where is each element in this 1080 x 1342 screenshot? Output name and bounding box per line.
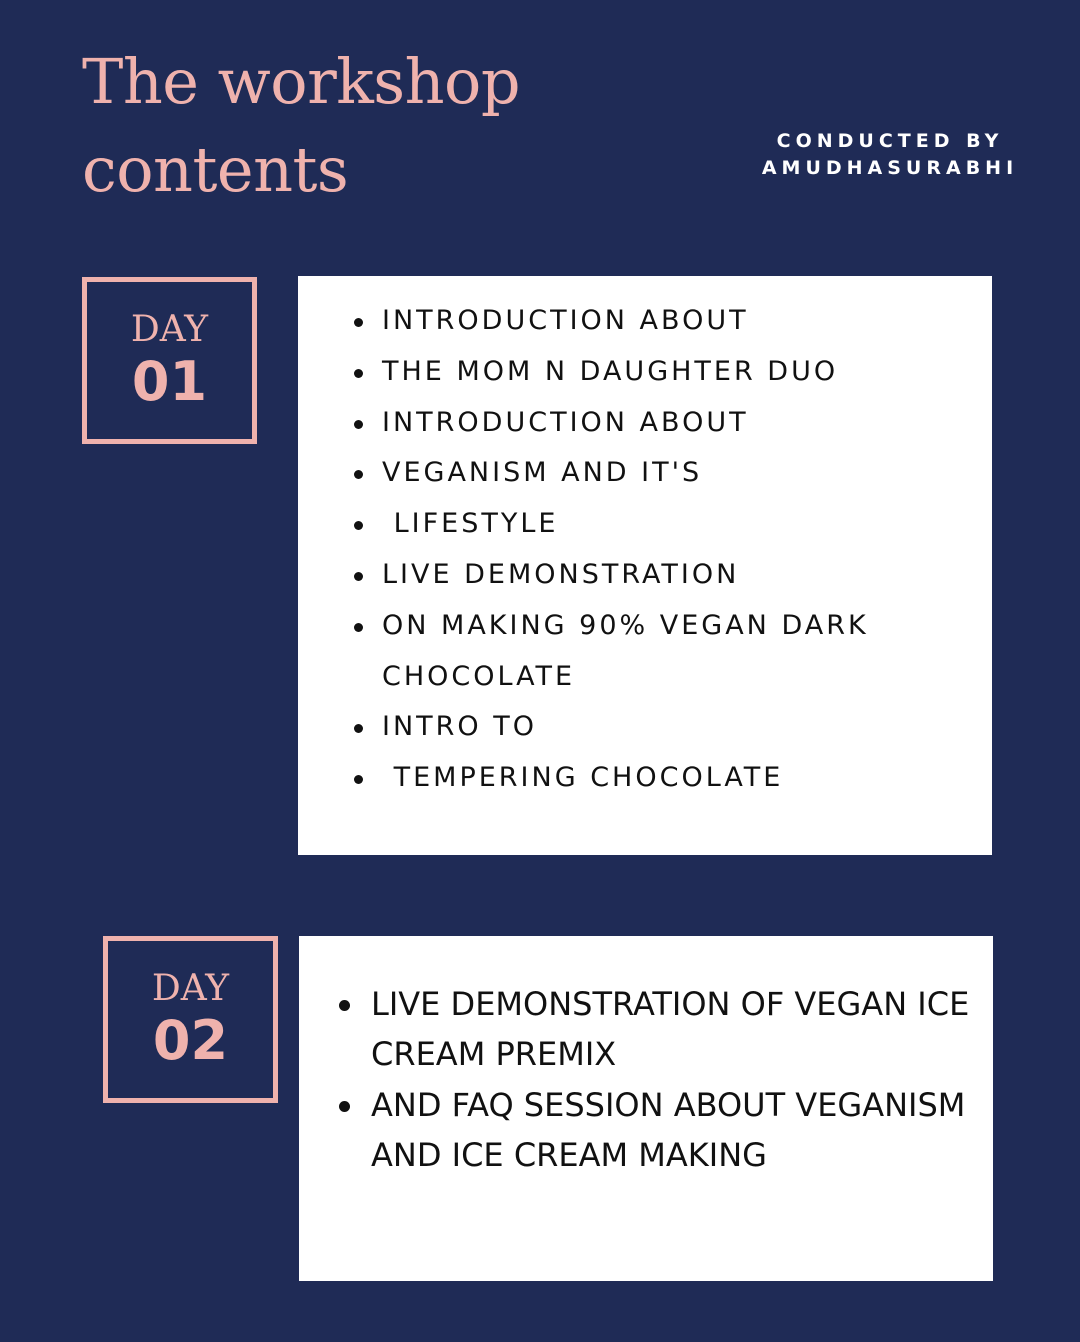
list-item: INTRODUCTION ABOUT [350,398,970,449]
list-item: LIVE DEMONSTRATION OF VEGAN ICE CREAM PREMIX [335,979,975,1080]
list-item: ON MAKING 90% VEGAN DARK CHOCOLATE [350,601,970,703]
byline-line-2: AMUDHASURABHI [761,157,1019,179]
day-01-number: 01 [131,349,208,413]
list-item: LIFESTYLE [350,499,970,550]
day-01-content-card [298,276,992,855]
title-line-2: contents [82,133,349,206]
day-01-badge [82,277,257,444]
day-02-label: DAY [151,967,230,1009]
byline-line-1: CONDUCTED BY [776,130,1004,152]
conducted-by [740,128,1040,182]
list-item: INTRO TO [350,702,970,753]
list-item: LIVE DEMONSTRATION [350,550,970,601]
day-01-list [350,296,970,804]
day-01-label: DAY [130,308,209,350]
page-title [82,38,520,214]
day-02-number: 02 [152,1008,229,1072]
list-item: VEGANISM AND IT'S [350,448,970,499]
title-line-1: The workshop [82,45,521,118]
list-item: AND FAQ SESSION ABOUT VEGANISM AND ICE CREAM MAKING [335,1080,975,1181]
list-item: THE MOM N DAUGHTER DUO [350,347,970,398]
day-02-badge [103,936,278,1103]
list-item: TEMPERING CHOCOLATE [350,753,970,804]
day-02-content-card [299,936,993,1281]
list-item: INTRODUCTION ABOUT [350,296,970,347]
day-02-list [335,979,975,1181]
